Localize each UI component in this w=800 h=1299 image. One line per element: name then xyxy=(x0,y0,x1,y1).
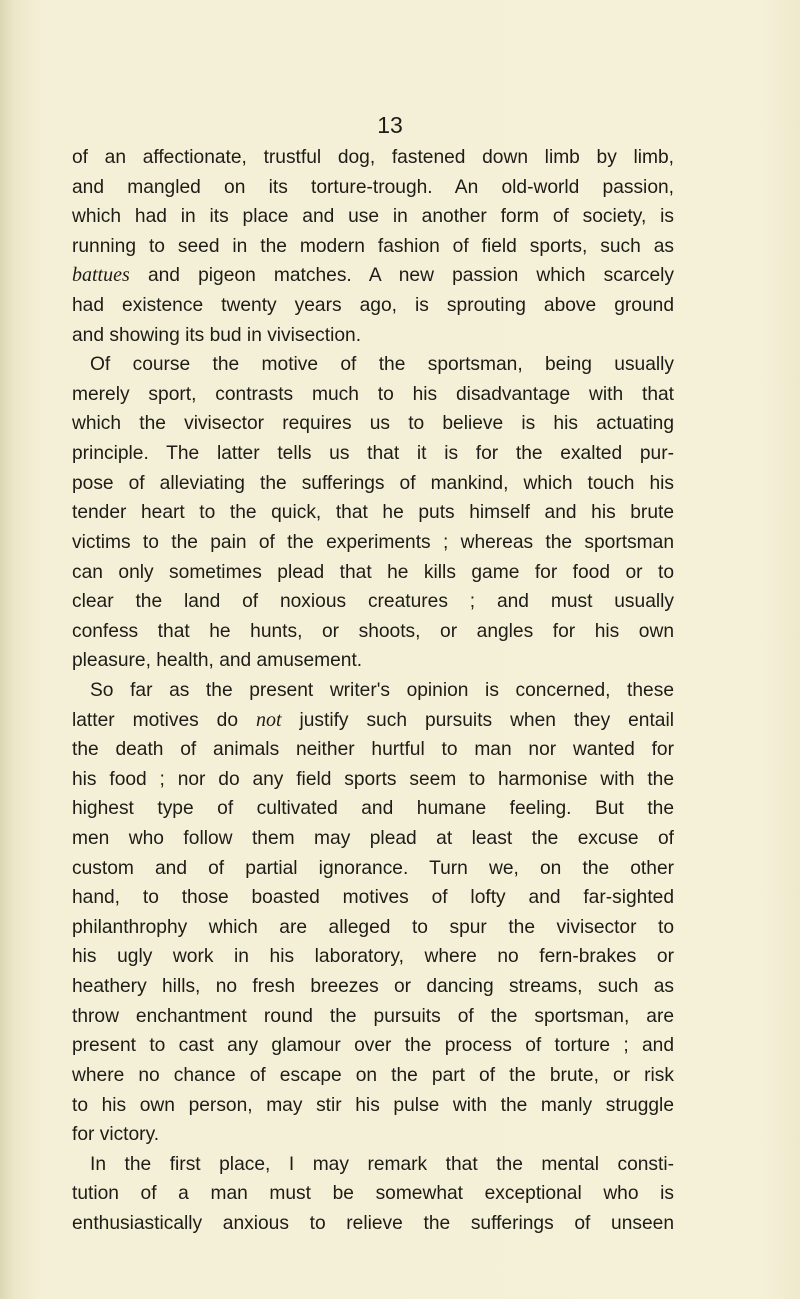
text-line: pose of alleviating the sufferings of mankind, which touch his xyxy=(72,472,674,494)
text-segment: justify such pursuits when they entail xyxy=(281,709,674,731)
text-line: and showing its bud in vivisection. xyxy=(72,324,362,346)
text-line: present to cast any glamour over the process of torture ; and xyxy=(72,1035,674,1057)
text-line: custom and of partial ignorance. Turn we, on the other xyxy=(72,857,674,879)
text-line xyxy=(72,706,674,736)
text-line: pleasure, health, and amusement. xyxy=(72,650,363,672)
page-number: 13 xyxy=(377,112,403,138)
text-line: had existence twenty years ago, is sprouting above ground xyxy=(72,295,674,317)
text-line: tution of a man must be somewhat exceptional who is xyxy=(72,1183,674,1205)
text-line: his ugly work in his laboratory, where no fern-brakes or xyxy=(72,946,674,968)
body-text xyxy=(72,143,674,1239)
text-line: clear the land of noxious creatures ; and must usually xyxy=(72,591,674,613)
text-line: tender heart to the quick, that he puts himself and his brute xyxy=(72,502,674,524)
text-line: hand, to those boasted motives of lofty and far-sighted xyxy=(72,887,674,909)
text-line: which had in its place and use in another form of society, is xyxy=(72,206,674,228)
text-line: highest type of cultivated and humane feeling. But the xyxy=(72,798,674,820)
text-line: running to seed in the modern fashion of field sports, such as xyxy=(72,235,674,257)
text-line: victims to the pain of the experiments ; whereas the sportsman xyxy=(72,531,674,553)
text-line: men who follow them may plead at least the excuse of xyxy=(72,828,674,850)
text-line: the death of animals neither hurtful to man nor wanted for xyxy=(72,739,674,761)
text-line: Of course the motive of the sportsman, being usually xyxy=(90,354,674,376)
text-line: for victory. xyxy=(72,1124,160,1146)
text-line: which the vivisector requires us to believe is his actuating xyxy=(72,413,674,435)
text-line: and mangled on its torture-trough. An old-world passion, xyxy=(72,176,674,198)
text-line: merely sport, contrasts much to his disadvantage with that xyxy=(72,383,674,405)
text-line: enthusiastically anxious to relieve the sufferings of unseen xyxy=(72,1212,674,1234)
italic-word: battues xyxy=(72,264,130,287)
text-line: In the first place, I may remark that the mental consti- xyxy=(90,1153,674,1175)
text-line: his food ; nor do any field sports seem to harmonise with the xyxy=(72,768,674,790)
text-segment: latter motives do xyxy=(72,709,256,731)
text-line: of an affectionate, trustful dog, fastened down limb by limb, xyxy=(72,147,674,168)
text-line: to his own person, may stir his pulse with the manly struggle xyxy=(72,1094,674,1116)
text-segment: and pigeon matches. A new passion which scarcely xyxy=(129,265,674,287)
text-line: throw enchantment round the pursuits of the sportsman, are xyxy=(72,1005,674,1027)
italic-word: not xyxy=(255,708,282,731)
text-line: So far as the present writer's opinion is concerned, these xyxy=(90,679,674,701)
text-line xyxy=(72,261,674,291)
text-line: heathery hills, no fresh breezes or dancing streams, such as xyxy=(72,976,674,998)
text-line: can only sometimes plead that he kills game for food or to xyxy=(72,561,674,583)
text-line: principle. The latter tells us that it is for the exalted pur- xyxy=(72,443,674,465)
text-line: confess that he hunts, or shoots, or angles for his own xyxy=(72,620,674,642)
text-line: where no chance of escape on the part of the brute, or risk xyxy=(72,1064,674,1086)
text-line: philanthrophy which are alleged to spur the vivisector to xyxy=(72,916,674,938)
